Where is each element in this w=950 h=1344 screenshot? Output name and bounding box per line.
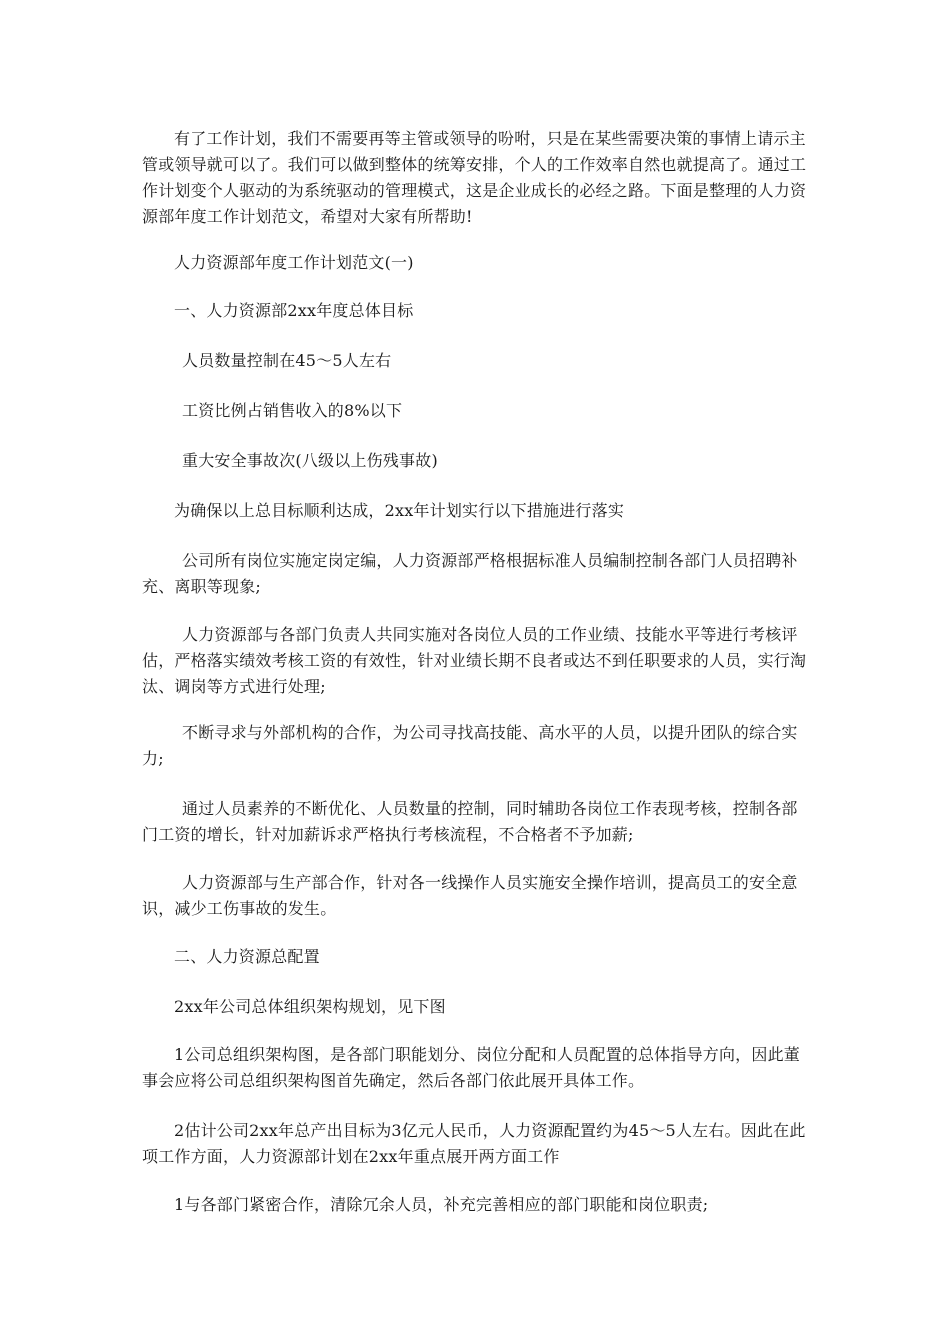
measure-item: 不断寻求与外部机构的合作，为公司寻找高技能、高水平的人员，以提升团队的综合实力; xyxy=(142,723,798,768)
measure-item: 公司所有岗位实施定岗定编，人力资源部严格根据标准人员编制控制各部门人员招聘补充、离职等现象; xyxy=(142,551,798,596)
section-heading-2: 二、人力资源总配置 xyxy=(174,947,320,966)
org-paragraph-1: 1公司总组织架构图，是各部门职能划分、岗位分配和人员配置的总体指导方向，因此董事会应将公司总组织架构图首先确定，然后各部门依此展开具体工作。 xyxy=(142,1045,800,1090)
org-paragraph-2-1: 1与各部门紧密合作，清除冗余人员，补充完善相应的部门职能和岗位职责; xyxy=(174,1195,709,1214)
section-heading-1: 一、人力资源部2xx年度总体目标 xyxy=(174,301,414,320)
goal-item: 重大安全事故次(八级以上伤残事故) xyxy=(182,451,438,470)
org-plan-line: 2xx年公司总体组织架构规划，见下图 xyxy=(174,997,446,1016)
goal-item: 人员数量控制在45～5人左右 xyxy=(182,351,392,370)
doc-title: 人力资源部年度工作计划范文(一) xyxy=(174,253,414,272)
measures-intro: 为确保以上总目标顺利达成，2xx年计划实行以下措施进行落实 xyxy=(174,501,625,520)
intro-paragraph: 有了工作计划，我们不需要再等主管或领导的吩咐，只是在某些需要决策的事情上请示主管或领导就可以了。我们可以做到整体的统筹安排，个人的工作效率自然也就提高了。通过工作计划变个人驱动的为系统驱动的管理模式，这是企业成长的必经之路。下面是整理的人力资源部年度工作计划范文，希望对大家有所帮助! xyxy=(142,129,807,226)
org-paragraph-2: 2估计公司2xx年总产出目标为3亿元人民币，人力资源配置约为45～5人左右。因此在此项工作方面，人力资源部计划在2xx年重点展开两方面工作 xyxy=(142,1121,806,1166)
measure-item: 人力资源部与生产部合作，针对各一线操作人员实施安全操作培训，提高员工的安全意识，减少工伤事故的发生。 xyxy=(142,873,798,918)
measure-item: 通过人员素养的不断优化、人员数量的控制，同时辅助各岗位工作表现考核，控制各部门工资的增长，针对加薪诉求严格执行考核流程，不合格者不予加薪; xyxy=(142,799,798,844)
measure-item: 人力资源部与各部门负责人共同实施对各岗位人员的工作业绩、技能水平等进行考核评估，严格落实绩效考核工资的有效性，针对业绩长期不良者或达不到任职要求的人员，实行淘汰、调岗等方式进行处理; xyxy=(142,625,807,696)
goal-item: 工资比例占销售收入的8%以下 xyxy=(182,401,403,420)
